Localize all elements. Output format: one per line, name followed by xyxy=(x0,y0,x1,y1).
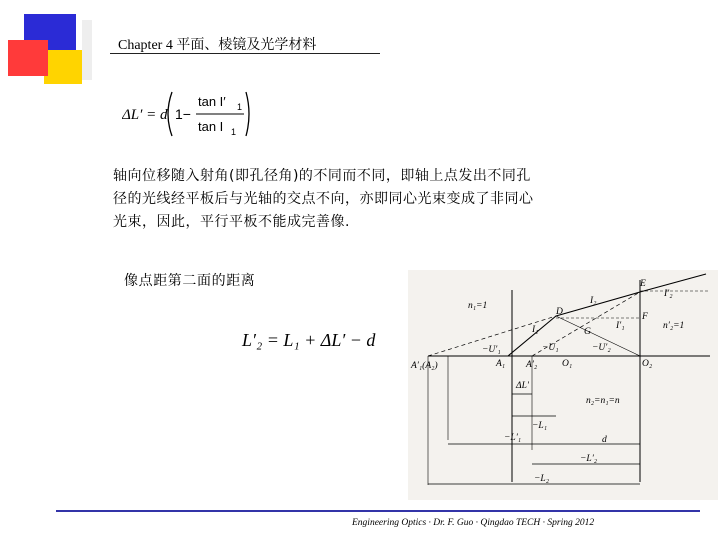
subheading-image-distance: 像点距第二面的距离 xyxy=(124,273,256,289)
label-I2p: I′₂ xyxy=(664,289,673,299)
label-n2p: n′₂=1 xyxy=(663,321,685,331)
label-L2p: −L′₂ xyxy=(580,454,598,464)
decor-shadow-block xyxy=(82,20,92,80)
label-n1: n₁=1 xyxy=(468,301,488,311)
label-L1p: −L′₁ xyxy=(504,433,522,443)
paragraph-line-1: 轴向位移随入射角(即孔径角)的不同而不同，即轴上点发出不同孔 xyxy=(113,168,531,184)
label-delta-L: ΔL′ xyxy=(516,381,529,391)
label-I1p: I′₁ xyxy=(616,321,625,331)
label-F: F xyxy=(642,312,648,322)
label-E: E xyxy=(640,279,646,289)
label-O1: O₁ xyxy=(562,359,573,369)
refracted-ray xyxy=(556,292,640,316)
formula-1-denominator-sub: 1 xyxy=(231,127,237,137)
formula-1-one: 1− xyxy=(175,106,191,122)
label-I2: I₂ xyxy=(590,296,597,306)
body-paragraph xyxy=(113,165,653,234)
decor-yellow-block xyxy=(44,50,82,84)
formula-1-numerator: tan I′ xyxy=(198,94,226,109)
label-I1: I₁ xyxy=(532,325,539,335)
label-O2: O₂ xyxy=(642,359,653,369)
label-D: D xyxy=(556,307,563,317)
formula-1-lhs: ΔL′ = d xyxy=(122,107,168,123)
label-n2: n₂=n₁=n xyxy=(586,396,620,406)
label-A1: A₁ xyxy=(496,359,506,369)
plate-ray-diagram xyxy=(408,270,718,500)
formula-1-numerator-sub: 1 xyxy=(237,102,243,112)
formula-1-denominator: tan I xyxy=(198,119,224,134)
label-d: d xyxy=(602,435,607,445)
decor-red-block xyxy=(8,40,48,76)
header-divider xyxy=(110,53,380,54)
formula-image-distance xyxy=(240,324,390,354)
paragraph-line-2: 径的光线经平板后与光轴的交点不向，亦即同心光束变成了非同心 xyxy=(113,191,534,207)
formula-axial-shift xyxy=(122,86,252,142)
label-U1: −U₁ xyxy=(542,343,559,353)
label-L2: −L₂ xyxy=(534,474,549,484)
emergent-ray xyxy=(640,274,706,292)
paragraph-line-3: 光束，因此，平行平板不能成完善像. xyxy=(113,214,350,230)
label-U2p: −U′₂ xyxy=(592,343,611,353)
chapter-title: Chapter 4 平面、棱镜及光学材料 xyxy=(118,38,317,53)
label-A1p-A2: A′₁(A₂) xyxy=(411,361,438,371)
label-U1p: −U′₁ xyxy=(482,345,501,355)
footer-credit: Engineering Optics · Dr. F. Guo · Qingdao TECH · Spring 2012 xyxy=(352,518,595,528)
label-A2p: A′₂ xyxy=(526,360,538,370)
label-L1: −L₁ xyxy=(532,421,547,431)
footer-divider xyxy=(56,510,700,512)
formula-2-text: L′₂ = L₁ + ΔL′ − d xyxy=(242,330,376,350)
label-G: G xyxy=(584,327,591,337)
